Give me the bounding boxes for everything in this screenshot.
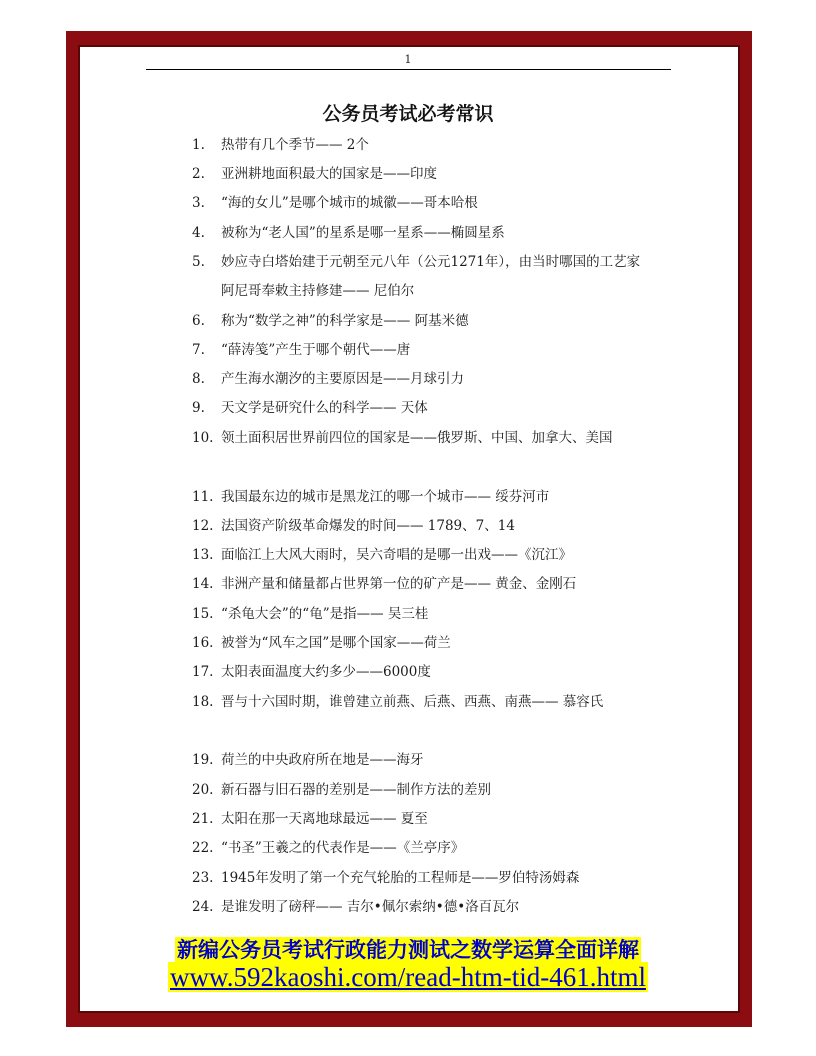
list-item xyxy=(192,160,652,189)
item-number: 5. xyxy=(192,254,205,270)
item-number: 13. xyxy=(192,547,214,563)
promo-link-row[interactable] xyxy=(0,962,816,993)
item-text: 领土面积居世界前四位的国家是——俄罗斯、中国、加拿大、美国 xyxy=(221,430,613,446)
list-item xyxy=(192,834,652,863)
item-text: “杀龟大会”的“龟”是指—— 吴三桂 xyxy=(221,606,429,622)
item-number: 20. xyxy=(192,782,214,798)
list-item xyxy=(192,864,652,893)
item-number: 19. xyxy=(192,752,214,768)
item-text: 新石器与旧石器的差别是——制作方法的差别 xyxy=(221,782,491,798)
item-text: 我国最东边的城市是黑龙江的哪一个城市—— 绥芬河市 xyxy=(221,489,550,505)
item-number: 9. xyxy=(192,400,205,416)
item-text: 产生海水潮汐的主要原因是——月球引力 xyxy=(221,371,464,387)
item-number: 22. xyxy=(192,840,214,856)
item-text: 天文学是研究什么的科学—— 天体 xyxy=(221,400,428,416)
item-text: 妙应寺白塔始建于元朝至元八年（公元1271年），由当时哪国的工艺家阿尼哥奉敕主持修建—— 尼伯尔 xyxy=(221,254,641,299)
item-text: “海的女儿”是哪个城市的城徽——哥本哈根 xyxy=(221,195,478,211)
item-number: 15. xyxy=(192,606,214,622)
list-item xyxy=(192,658,652,687)
item-number: 14. xyxy=(192,576,214,592)
item-number: 12. xyxy=(192,518,214,534)
list-item xyxy=(192,424,652,453)
list-item xyxy=(192,600,652,629)
item-text: 太阳在那一天离地球最远—— 夏至 xyxy=(221,811,428,827)
list-item xyxy=(192,394,652,423)
document-title: 公务员考试必考常识 xyxy=(322,103,494,125)
item-text: 是谁发明了磅秤—— 吉尔•佩尔索纳•德•洛百瓦尔 xyxy=(221,899,520,915)
page-number: 1 xyxy=(404,53,412,66)
item-number: 24. xyxy=(192,899,214,915)
header-rule xyxy=(146,69,671,70)
item-number: 8. xyxy=(192,371,205,387)
list-item xyxy=(192,307,652,336)
item-text: “书圣”王羲之的代表作是——《兰亭序》 xyxy=(221,840,465,856)
item-text: 被称为“老人国”的星系是哪一星系——椭圆星系 xyxy=(221,225,505,241)
list-item xyxy=(192,570,652,599)
list-item xyxy=(192,688,652,717)
list-item xyxy=(192,629,652,658)
list-item xyxy=(192,189,652,218)
item-text: 面临江上大风大雨时，吴六奇唱的是哪一出戏——《沉江》 xyxy=(221,547,572,563)
item-text: 荷兰的中央政府所在地是——海牙 xyxy=(221,752,424,768)
list-item xyxy=(192,336,652,365)
list-item xyxy=(192,512,652,541)
list-item xyxy=(192,219,652,248)
item-number: 23. xyxy=(192,870,214,886)
list-item xyxy=(192,541,652,570)
item-number: 16. xyxy=(192,635,214,651)
item-number: 4. xyxy=(192,225,205,241)
item-text: “薛涛笺”产生于哪个朝代——唐 xyxy=(221,342,411,358)
item-number: 11. xyxy=(192,489,214,505)
list-item xyxy=(192,776,652,805)
item-number: 1. xyxy=(192,137,205,153)
item-text: 被誉为“风车之国”是哪个国家——荷兰 xyxy=(221,635,451,651)
item-number: 17. xyxy=(192,664,214,680)
item-text: 法国资产阶级革命爆发的时间—— 1789、7、14 xyxy=(221,518,515,534)
promo-banner[interactable] xyxy=(0,934,816,964)
item-number: 10. xyxy=(192,430,214,446)
item-number: 3. xyxy=(192,195,205,211)
list-item xyxy=(192,248,652,306)
item-text: 亚洲耕地面积最大的国家是——印度 xyxy=(221,166,437,182)
item-text: 太阳表面温度大约多少——6000度 xyxy=(221,664,431,680)
item-text: 晋与十六国时期，谁曾建立前燕、后燕、西燕、南燕—— 慕容氏 xyxy=(221,694,604,710)
item-number: 18. xyxy=(192,694,214,710)
item-number: 7. xyxy=(192,342,205,358)
item-number: 21. xyxy=(192,811,214,827)
item-text: 非洲产量和储量都占世界第一位的矿产是—— 黄金、金刚石 xyxy=(221,576,577,592)
item-text: 热带有几个季节—— 2个 xyxy=(221,137,369,153)
item-number: 6. xyxy=(192,313,205,329)
promo-link[interactable]: www.592kaoshi.com/read-htm-tid-461.html xyxy=(170,962,646,992)
promo-title[interactable]: 新编公务员考试行政能力测试之数学运算全面详解 xyxy=(177,938,639,962)
list-item xyxy=(192,483,652,512)
list-item xyxy=(192,805,652,834)
list-item xyxy=(192,365,652,394)
item-text: 称为“数学之神”的科学家是—— 阿基米德 xyxy=(221,313,469,329)
list-item xyxy=(192,746,652,775)
list-item xyxy=(192,131,652,160)
list-item xyxy=(192,893,652,922)
item-text: 1945年发明了第一个充气轮胎的工程师是——罗伯特汤姆森 xyxy=(221,870,580,886)
item-number: 2. xyxy=(192,166,205,182)
